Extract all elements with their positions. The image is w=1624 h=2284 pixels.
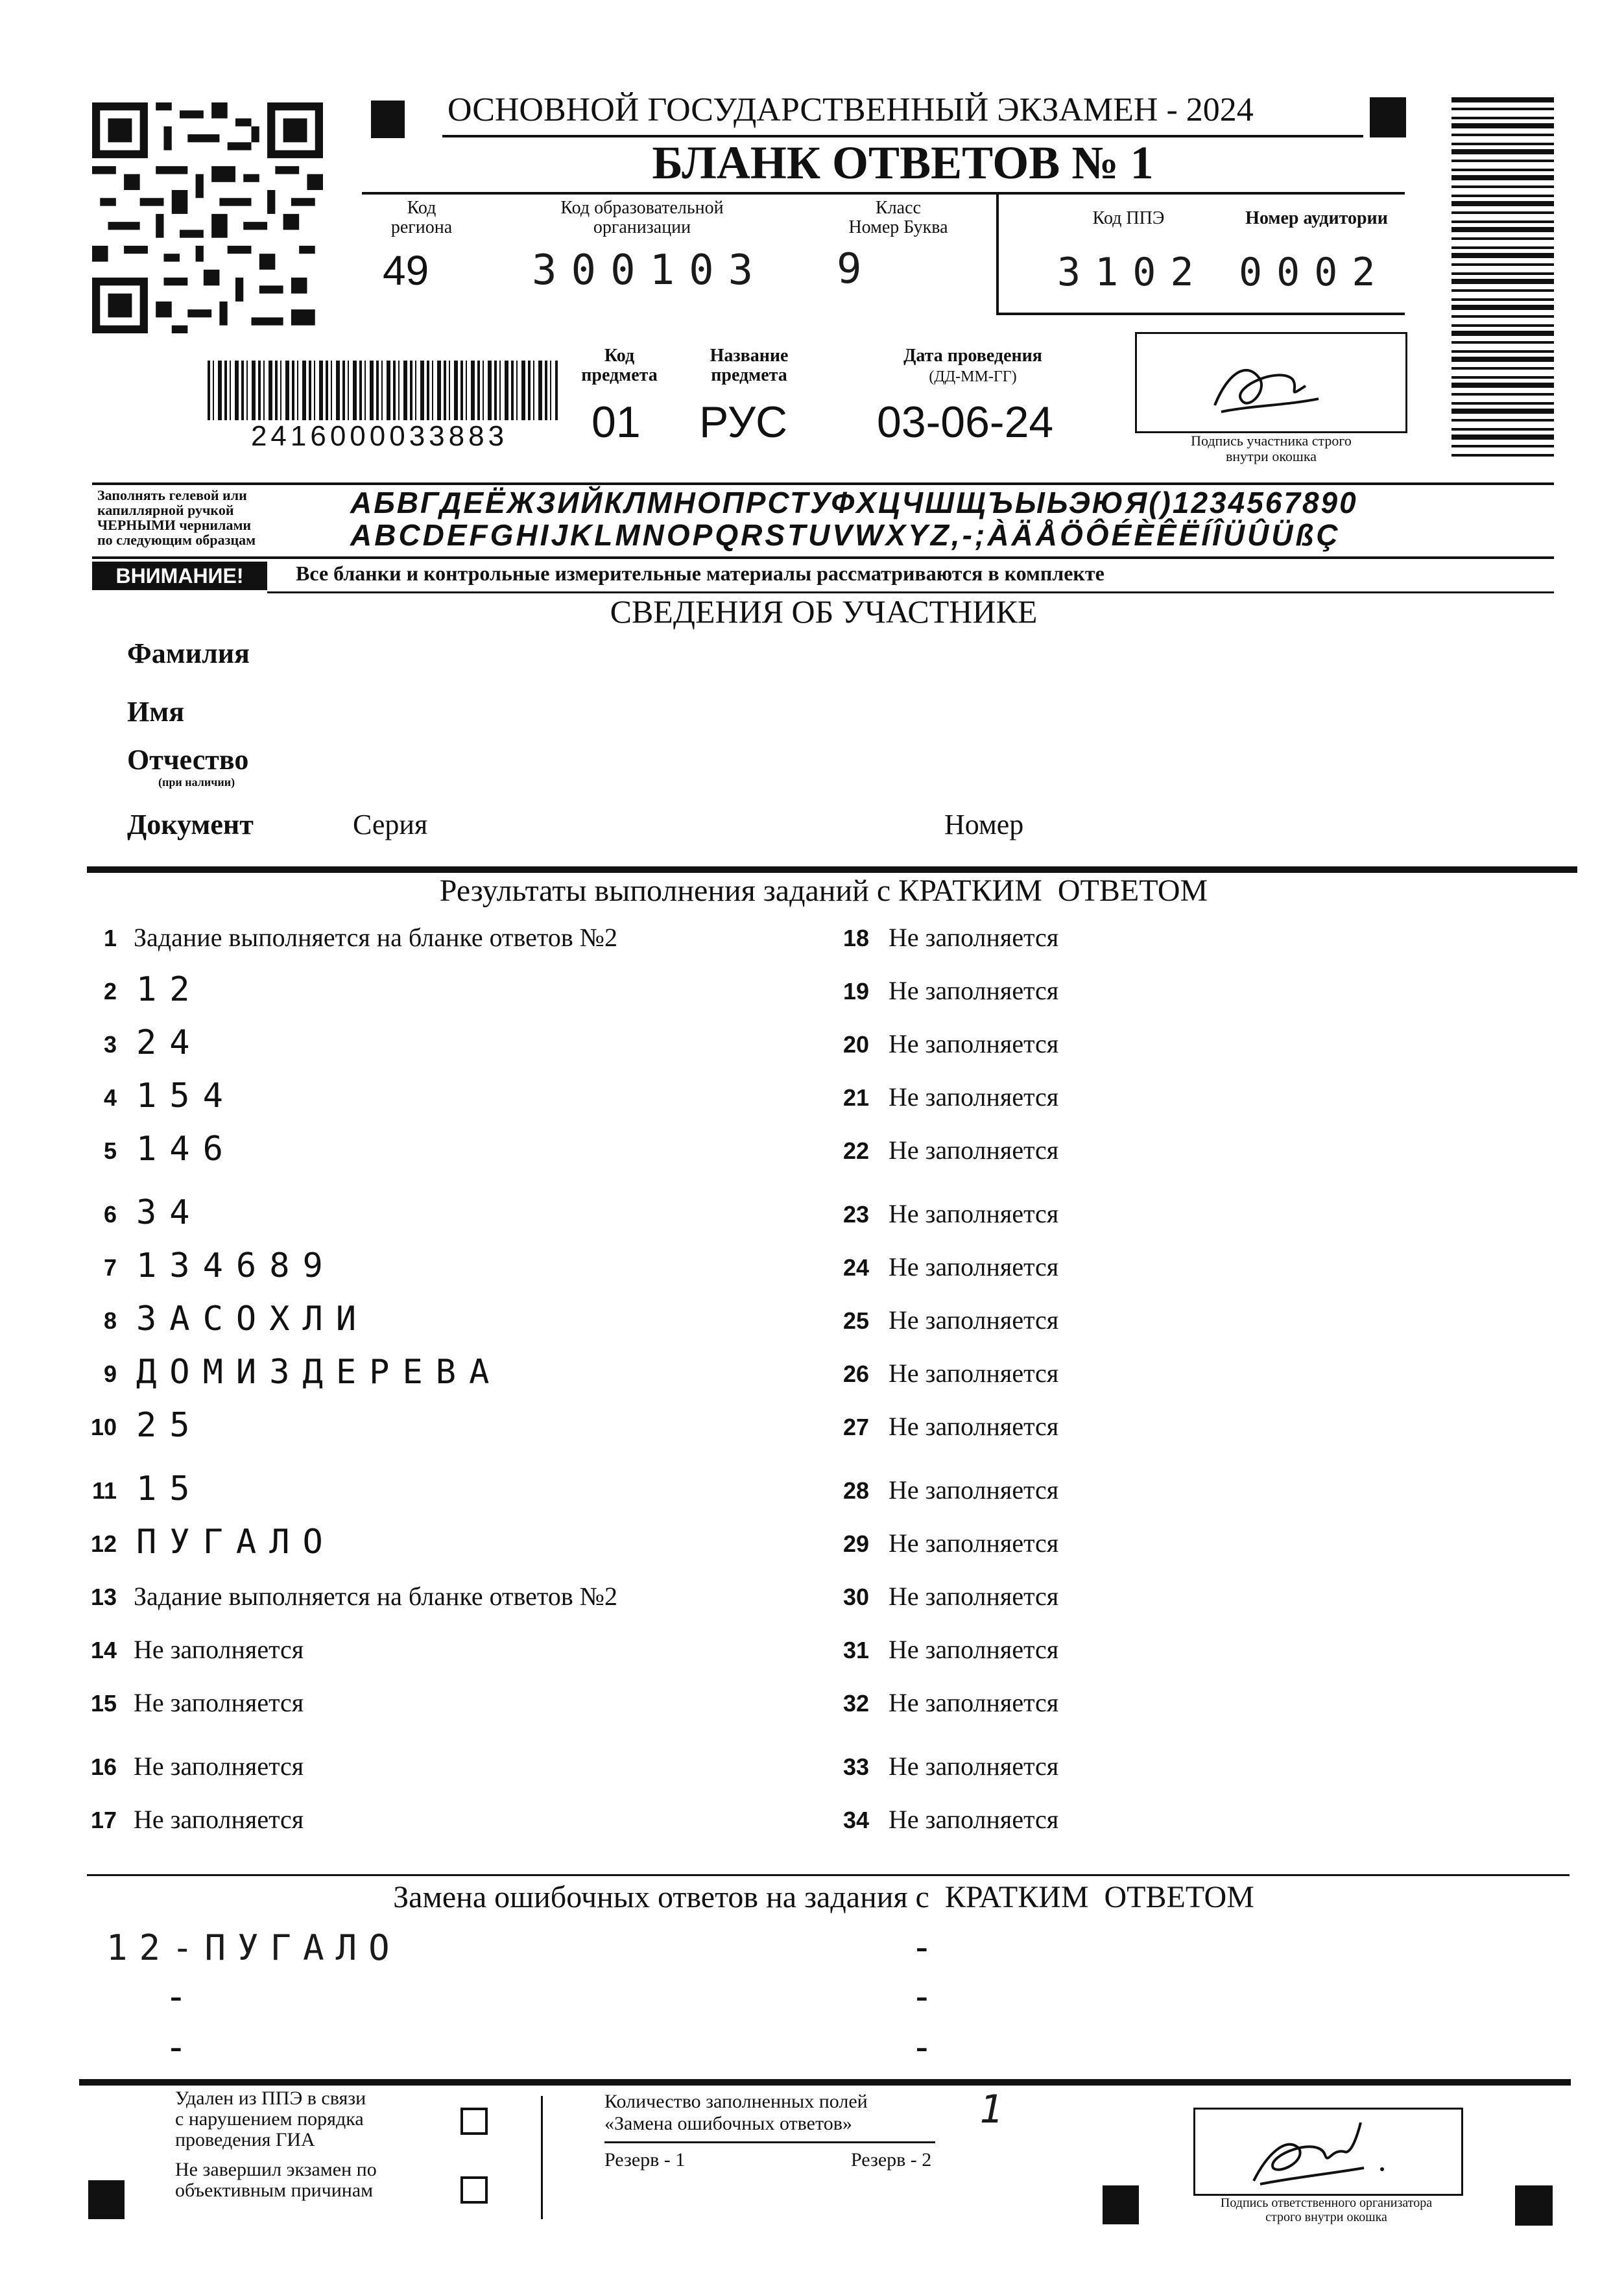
answer-field[interactable]: 12 (136, 970, 203, 1009)
results-section-title: Результаты выполнения заданий с КРАТКИМ ОТВЕТОМ (439, 874, 1208, 908)
task-number: 1 (103, 925, 117, 951)
anchor-marker-top-left (371, 101, 405, 138)
answer-field[interactable]: 146 (136, 1130, 236, 1169)
answer-field[interactable]: 134689 (136, 1246, 336, 1285)
correction-dash-4[interactable]: - (916, 1976, 928, 2016)
task-number: 24 (842, 1254, 869, 1281)
task-number: 21 (842, 1084, 869, 1111)
task-note: Не заполняется (889, 1412, 1059, 1441)
form-title: БЛАНК ОТВЕТОВ № 1 (652, 137, 1154, 189)
answer-field[interactable]: 24 (136, 1023, 203, 1062)
subject-name-value[interactable]: РУС (699, 398, 788, 447)
task-number: 23 (842, 1201, 869, 1228)
correction-dash-1[interactable]: - (170, 1976, 182, 2016)
task-number: 27 (842, 1414, 869, 1440)
task-number: 34 (842, 1807, 869, 1833)
task-number: 16 (90, 1754, 117, 1780)
task-note: Не заполняется (134, 1752, 304, 1781)
participant-signature (1137, 334, 1405, 431)
task-note: Не заполняется (889, 1529, 1059, 1558)
task-note: Не заполняется (889, 1082, 1059, 1112)
room-label: Номер аудитории (1245, 208, 1388, 228)
patronymic-label: Отчество (127, 744, 249, 776)
task-number: 26 (842, 1361, 869, 1387)
task-number: 18 (842, 925, 869, 951)
anchor-marker-bottom-left (88, 2180, 125, 2219)
task-number: 14 (90, 1637, 117, 1663)
number-label: Номер (944, 809, 1024, 840)
anchor-marker-bottom-center (1103, 2185, 1139, 2224)
answer-field[interactable]: 34 (136, 1193, 203, 1232)
reserve-2: Резерв - 2 (851, 2149, 932, 2171)
subject-code-label: Код предмета (581, 346, 658, 385)
region-value[interactable]: 49 (383, 247, 429, 294)
task-number: 11 (91, 1477, 117, 1504)
header-bottom-line (996, 313, 1405, 315)
task-note: Задание выполняется на бланке ответов №2 (134, 923, 617, 952)
task-note: Не заполняется (889, 1029, 1059, 1058)
count-label: Количество заполненных полей «Замена ошибочных ответов» (604, 2091, 868, 2134)
correction-dash-3[interactable]: - (916, 1927, 928, 1967)
count-value[interactable]: 1 (979, 2087, 1018, 2132)
org-label: Код образовательной организации (560, 198, 724, 237)
participant-bottom-line (87, 866, 1577, 873)
correction-dash-2[interactable]: - (170, 2027, 182, 2067)
organizer-caption: Подпись ответственного организатора строго внутри окошка (1220, 2196, 1433, 2224)
barcode-number: 2416000033883 (188, 420, 571, 453)
date-value[interactable]: 03-06-24 (877, 398, 1054, 447)
class-label: Класс Номер Буква (848, 198, 948, 237)
subject-code-value[interactable]: 01 (591, 398, 641, 447)
task-number: 19 (842, 978, 869, 1005)
patronymic-note: (при наличии) (158, 776, 235, 789)
series-label: Серия (353, 809, 428, 840)
ppe-label: Код ППЭ (1092, 208, 1165, 228)
task-note: Не заполняется (889, 1252, 1059, 1281)
results-bottom-line (87, 1874, 1570, 1876)
task-number: 20 (842, 1031, 869, 1058)
room-value[interactable]: 0002 (1239, 250, 1390, 295)
removed-checkbox[interactable] (460, 2108, 488, 2135)
task-number: 17 (90, 1807, 117, 1833)
name-label: Имя (127, 696, 184, 728)
footer-divider (541, 2096, 543, 2219)
header-divider (996, 195, 999, 314)
class-value[interactable]: 9 (837, 245, 876, 293)
sample-row-cyrillic: АБВГДЕЁЖЗИЙКЛМНОПРСТУФХЦЧШЩЪЫЬЭЮЯ()1234567890 (350, 486, 1358, 519)
task-note: Не заполняется (889, 1752, 1059, 1781)
answer-field[interactable]: 154 (136, 1077, 236, 1115)
task-note: Не заполняется (889, 1305, 1059, 1335)
count-underline (604, 2141, 935, 2143)
organizer-signature (1195, 2110, 1461, 2194)
corrections-section-title: Замена ошибочных ответов на задания с КРАТКИМ ОТВЕТОМ (393, 1880, 1254, 1914)
task-number: 32 (842, 1690, 869, 1717)
answer-field[interactable]: ЗАСОХЛИ (136, 1300, 370, 1338)
task-number: 5 (103, 1137, 117, 1164)
answer-field[interactable]: ДОМИЗДЕРЕВА (136, 1353, 503, 1392)
task-note: Не заполняется (889, 1359, 1059, 1388)
answer-field[interactable]: 15 (136, 1469, 203, 1508)
task-number: 28 (842, 1477, 869, 1504)
task-note: Не заполняется (889, 976, 1059, 1005)
task-number: 30 (842, 1584, 869, 1610)
task-number: 12 (90, 1530, 117, 1557)
task-note: Не заполняется (134, 1635, 304, 1664)
region-label: Код региона (390, 198, 453, 237)
anchor-marker-top-right (1370, 97, 1406, 137)
answer-field[interactable]: 25 (136, 1406, 203, 1445)
task-number: 7 (103, 1254, 117, 1281)
exam-title: ОСНОВНОЙ ГОСУДАРСТВЕННЫЙ ЭКЗАМЕН - 2024 (448, 91, 1254, 128)
task-number: 22 (842, 1137, 869, 1164)
participant-section-title: СВЕДЕНИЯ ОБ УЧАСТНИКЕ (610, 593, 1038, 630)
task-number: 25 (842, 1307, 869, 1334)
footer-top-line (79, 2079, 1571, 2086)
surname-label: Фамилия (127, 637, 250, 669)
task-note: Не заполняется (889, 1136, 1059, 1165)
task-number: 6 (103, 1201, 117, 1228)
task-number: 2 (103, 978, 117, 1005)
task-number: 31 (842, 1637, 869, 1663)
task-number: 13 (90, 1584, 117, 1610)
task-note: Не заполняется (889, 1805, 1059, 1834)
task-number: 33 (842, 1754, 869, 1780)
sample-instruction: Заполнять гелевой или капиллярной ручкой ЧЕРНЫМИ чернилами по следующим образцам (97, 487, 256, 548)
subject-name-label: Название предмета (710, 346, 789, 385)
not-finished-checkbox[interactable] (460, 2176, 488, 2204)
task-note: Не заполняется (889, 1582, 1059, 1611)
sample-row-latin: ABCDEFGHIJKLMNOPQRSTUVWXYZ,-;ÀÄÅÖÔÉÈÊËÍÎÜÛÜßÇ (350, 518, 1341, 552)
side-barcode (1451, 97, 1554, 460)
task-number: 9 (103, 1361, 117, 1387)
qr-code (92, 102, 323, 333)
task-note: Задание выполняется на бланке ответов №2 (134, 1582, 617, 1611)
task-note: Не заполняется (889, 1688, 1059, 1717)
task-note: Не заполняется (889, 1475, 1059, 1505)
task-number: 4 (103, 1084, 117, 1111)
not-finished-label: Не завершил экзамен по объективным причинам (175, 2159, 377, 2201)
task-note: Не заполняется (889, 1199, 1059, 1228)
task-note: Не заполняется (889, 1635, 1059, 1664)
participant-signature-box[interactable] (1135, 332, 1407, 433)
date-format: (ДД-ММ-ГГ) (929, 368, 1017, 385)
org-value[interactable]: 300103 (532, 246, 768, 294)
task-number: 29 (842, 1530, 869, 1557)
organizer-signature-box[interactable] (1193, 2108, 1463, 2196)
task-note: Не заполняется (889, 923, 1059, 952)
task-number: 3 (103, 1031, 117, 1058)
removed-label: Удален из ППЭ в связи с нарушением порядка проведения ГИА (175, 2088, 366, 2150)
answer-field[interactable]: ПУГАЛО (136, 1523, 336, 1562)
warning-text: Все бланки и контрольные измерительные материалы рассматриваются в комплекте (296, 562, 1105, 585)
task-number: 8 (103, 1307, 117, 1334)
correction-dash-5[interactable]: - (916, 2027, 928, 2067)
document-label: Документ (127, 809, 254, 840)
sample-bottom-line (92, 556, 1554, 559)
form-title-underline (362, 192, 1405, 195)
reserve-1: Резерв - 1 (604, 2149, 686, 2171)
warning-badge: ВНИМАНИЕ! (92, 562, 267, 590)
signature-caption: Подпись участника строго внутри окошка (1191, 433, 1352, 464)
task-number: 10 (90, 1414, 117, 1440)
task-note: Не заполняется (134, 1805, 304, 1834)
correction-entry-1[interactable]: 12-ПУГАЛО (106, 1927, 401, 1968)
task-number: 15 (90, 1690, 117, 1717)
date-label: Дата проведения (903, 346, 1042, 366)
ppe-value[interactable]: 3102 (1057, 250, 1208, 295)
anchor-marker-bottom-right (1515, 2185, 1553, 2226)
task-note: Не заполняется (134, 1688, 304, 1717)
